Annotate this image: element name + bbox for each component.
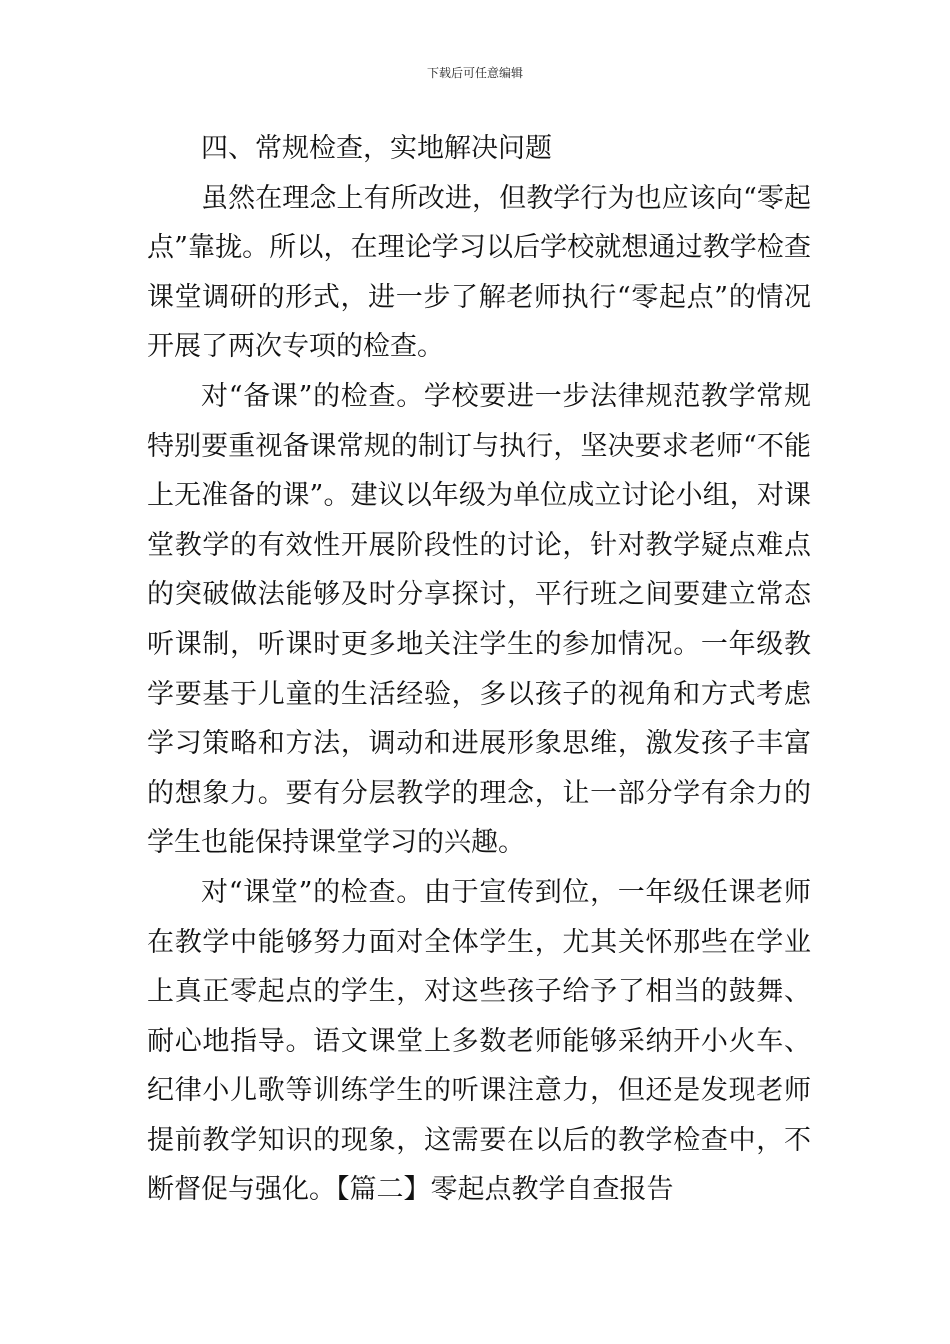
section-heading: 四、常规检查，实地解决问题 bbox=[201, 133, 552, 164]
document-body bbox=[147, 124, 811, 1215]
paragraph: 对“备课”的检查。学校要进一步法律规范教学常规特别要重视备课常规的制订与执行，坚决要求老师“不能上无准备的课”。建议以年级为单位成立讨论小组，对课堂教学的有效性开展阶段性的讨论，针对教学疑点难点的突破做法能够及时分享探讨，平行班之间要建立常态听课制，听课时更多地关注学生的参加情况。一年级教学要基于儿童的生活经验，多以孩子的视角和方式考虑学习策略和方法，调动和进展形象思维，激发孩子丰富的想象力。要有分层教学的理念，让一部分学有余力的学生也能保持课堂学习的兴趣。 bbox=[147, 380, 811, 859]
page-header: 下载后可任意编辑 bbox=[426, 66, 523, 80]
paragraph: 虽然在理念上有所改进，但教学行为也应该向“零起点”靠拢。所以，在理论学习以后学校就想通过教学检查课堂调研的形式，进一步了解老师执行“零起点”的情况开展了两次专项的检查。 bbox=[147, 182, 811, 363]
paragraph: 对“课堂”的检查。由于宣传到位，一年级任课老师在教学中能够努力面对全体学生，尤其关怀那些在学业上真正零起点的学生，对这些孩子给予了相当的鼓舞、耐心地指导。语文课堂上多数老师能够采纳开小火车、纪律小儿歌等训练学生的听课注意力，但还是发现老师提前教学知识的现象，这需要在以后的教学检查中，不断督促与强化。【篇二】零起点教学自查报告 bbox=[147, 876, 811, 1206]
